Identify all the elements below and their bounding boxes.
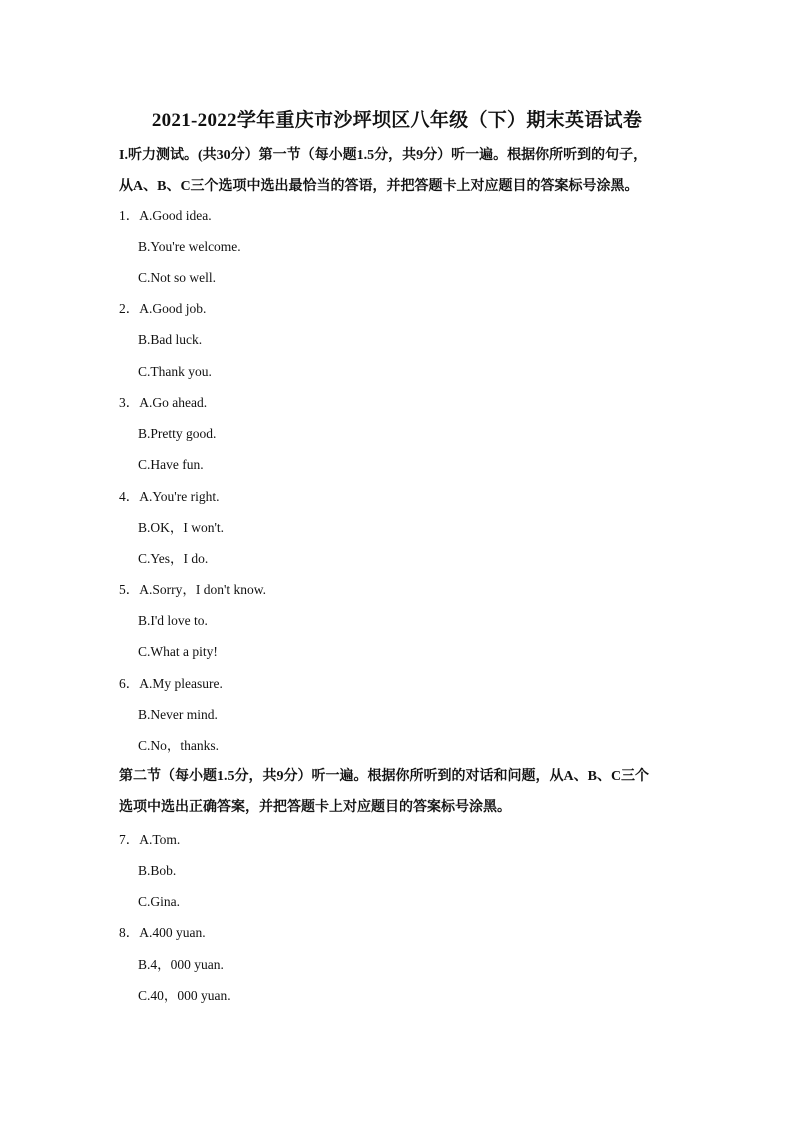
question-7: 7．A.Tom. — [119, 832, 181, 847]
question-3-option-c: C.Have fun. — [138, 457, 204, 472]
question-2: 2．A.Good job. — [119, 301, 207, 316]
section1-heading-line2: 从A、B、C三个选项中选出最恰当的答语，并把答题卡上对应题目的答案标号涂黑。 — [119, 179, 639, 194]
question-5-option-c: C.What a pity! — [138, 644, 218, 659]
question-1: 1．A.Good idea. — [119, 208, 212, 223]
section1-heading — [119, 140, 679, 202]
question-8-option-c: C.40，000 yuan. — [138, 988, 231, 1003]
question-4-option-c: C.Yes，I do. — [138, 551, 209, 566]
question-6-option-c: C.No，thanks. — [138, 738, 219, 753]
section1-heading-line1: I.听力测试。(共30分）第一节（每小题1.5分，共9分）听一遍。根据你所听到的句子， — [119, 148, 648, 163]
question-6: 6．A.My pleasure. — [119, 676, 223, 691]
question-6-option-b: B.Never mind. — [138, 707, 218, 722]
section2-heading-line2: 选项中选出正确答案，并把答题卡上对应题目的答案标号涂黑。 — [119, 800, 511, 815]
question-3-option-b: B.Pretty good. — [138, 426, 217, 441]
question-8-option-b: B.4，000 yuan. — [138, 957, 224, 972]
question-2-option-b: B.Bad luck. — [138, 332, 203, 347]
question-8: 8．A.400 yuan. — [119, 925, 206, 940]
question-7-option-b: B.Bob. — [138, 863, 177, 878]
question-4: 4．A.You're right. — [119, 489, 220, 504]
question-7-option-c: C.Gina. — [138, 894, 180, 909]
question-2-option-c: C.Thank you. — [138, 364, 212, 379]
section2-heading — [119, 761, 679, 823]
question-4-option-b: B.OK，I won't. — [138, 520, 225, 535]
page-title: 2021-2022学年重庆市沙坪坝区八年级（下）期末英语试卷 — [151, 110, 643, 131]
question-1-option-c: C.Not so well. — [138, 270, 217, 285]
question-1-option-b: B.You're welcome. — [138, 239, 241, 254]
section2-heading-line1: 第二节（每小题1.5分，共9分）听一遍。根据你所听到的对话和问题，从A、B、C三个 — [119, 769, 650, 784]
question-5-option-b: B.I'd love to. — [138, 613, 208, 628]
question-3: 3．A.Go ahead. — [119, 395, 208, 410]
question-5: 5．A.Sorry，I don't know. — [119, 582, 267, 597]
